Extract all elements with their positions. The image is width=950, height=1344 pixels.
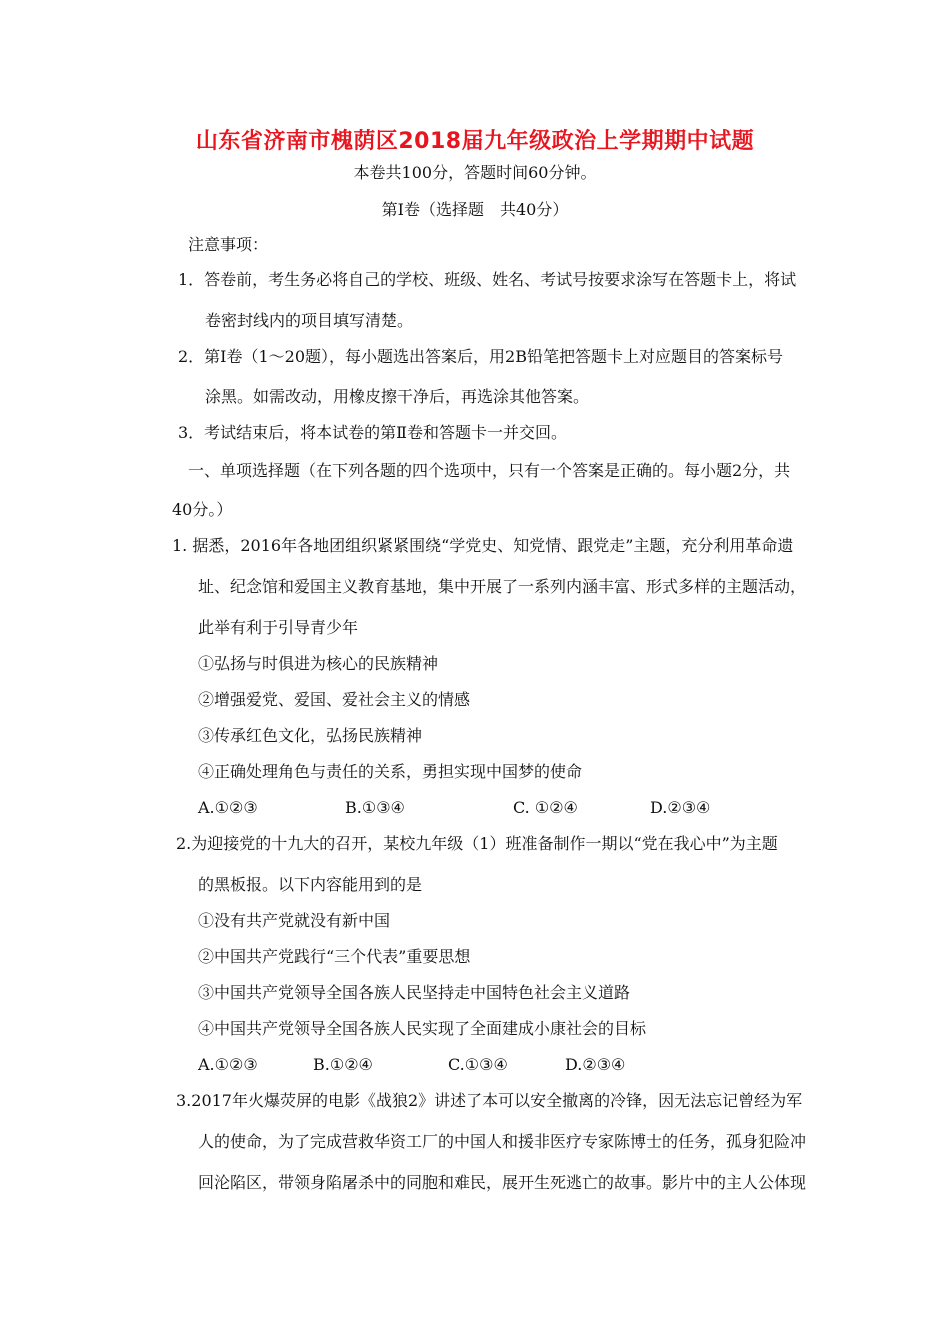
question-2-option-d: D.②③④ — [565, 1055, 626, 1074]
question-2-stem: 的黑板报。以下内容能用到的是 — [198, 875, 423, 894]
note-line: 卷密封线内的项目填写清楚。 — [205, 311, 414, 330]
question-2-item: ①没有共产党就没有新中国 — [198, 911, 391, 930]
question-1-option-b: B.①③④ — [345, 798, 405, 817]
section-heading: 第Ⅰ卷（选择题 共40分） — [381, 200, 569, 219]
question-2-item: ④中国共产党领导全国各族人民实现了全面建成小康社会的目标 — [198, 1019, 647, 1038]
exam-title: 山东省济南市槐荫区2018届九年级政治上学期期中试题 — [195, 129, 755, 154]
question-1-stem: 址、纪念馆和爱国主义教育基地，集中开展了一系列内涵丰富、形式多样的主题活动， — [198, 577, 807, 596]
question-2-stem: 2.为迎接党的十九大的召开，某校九年级（1）班准备制作一期以“党在我心中”为主题 — [176, 834, 778, 853]
question-1-item: ④正确处理角色与责任的关系，勇担实现中国梦的使命 — [198, 762, 583, 781]
question-2-item: ②中国共产党践行“三个代表”重要思想 — [198, 947, 471, 966]
question-1-option-c: C. ①②④ — [513, 798, 578, 817]
question-1-item: ③传承红色文化，弘扬民族精神 — [198, 726, 423, 745]
question-1-option-a: A.①②③ — [198, 798, 258, 817]
part-heading: 一、单项选择题（在下列各题的四个选项中，只有一个答案是正确的。每小题2分，共 — [188, 461, 791, 480]
question-3-stem: 回沦陷区，带领身陷屠杀中的同胞和难民，展开生死逃亡的故事。影片中的主人公体现 — [198, 1173, 807, 1192]
note-line: 1．答卷前，考生务必将自己的学校、班级、姓名、考试号按要求涂写在答题卡上，将试 — [178, 270, 797, 289]
question-2-item: ③中国共产党领导全国各族人民坚持走中国特色社会主义道路 — [198, 983, 631, 1002]
question-1-item: ①弘扬与时俱进为核心的民族精神 — [198, 654, 439, 673]
note-line: 3．考试结束后，将本试卷的第Ⅱ卷和答题卡一并交回。 — [178, 423, 568, 442]
question-1-item: ②增强爱党、爱国、爱社会主义的情感 — [198, 690, 471, 709]
note-line: 2．第Ⅰ卷（1～20题），每小题选出答案后，用2B铅笔把答题卡上对应题目的答案标号 — [178, 347, 783, 366]
question-3-stem: 人的使命，为了完成营救华资工厂的中国人和援非医疗专家陈博士的任务，孤身犯险冲 — [198, 1132, 807, 1151]
exam-info: 本卷共100分，答题时间60分钟。 — [353, 163, 597, 182]
question-1-stem: 1. 据悉，2016年各地团组织紧紧围绕“学党史、知党情、跟党走”主题，充分利用革命遗 — [172, 536, 794, 555]
question-3-stem: 3.2017年火爆荧屏的电影《战狼2》讲述了本可以安全撤离的冷锋，因无法忘记曾经为军 — [176, 1091, 803, 1110]
question-1-stem: 此举有利于引导青少年 — [198, 618, 359, 637]
notes-heading: 注意事项： — [188, 235, 269, 254]
question-2-option-a: A.①②③ — [198, 1055, 258, 1074]
part-heading-cont: 40分。） — [172, 500, 233, 519]
note-line: 涂黑。如需改动，用橡皮擦干净后，再选涂其他答案。 — [205, 387, 590, 406]
question-2-option-c: C.①③④ — [448, 1055, 508, 1074]
question-2-option-b: B.①②④ — [313, 1055, 373, 1074]
question-1-option-d: D.②③④ — [650, 798, 711, 817]
